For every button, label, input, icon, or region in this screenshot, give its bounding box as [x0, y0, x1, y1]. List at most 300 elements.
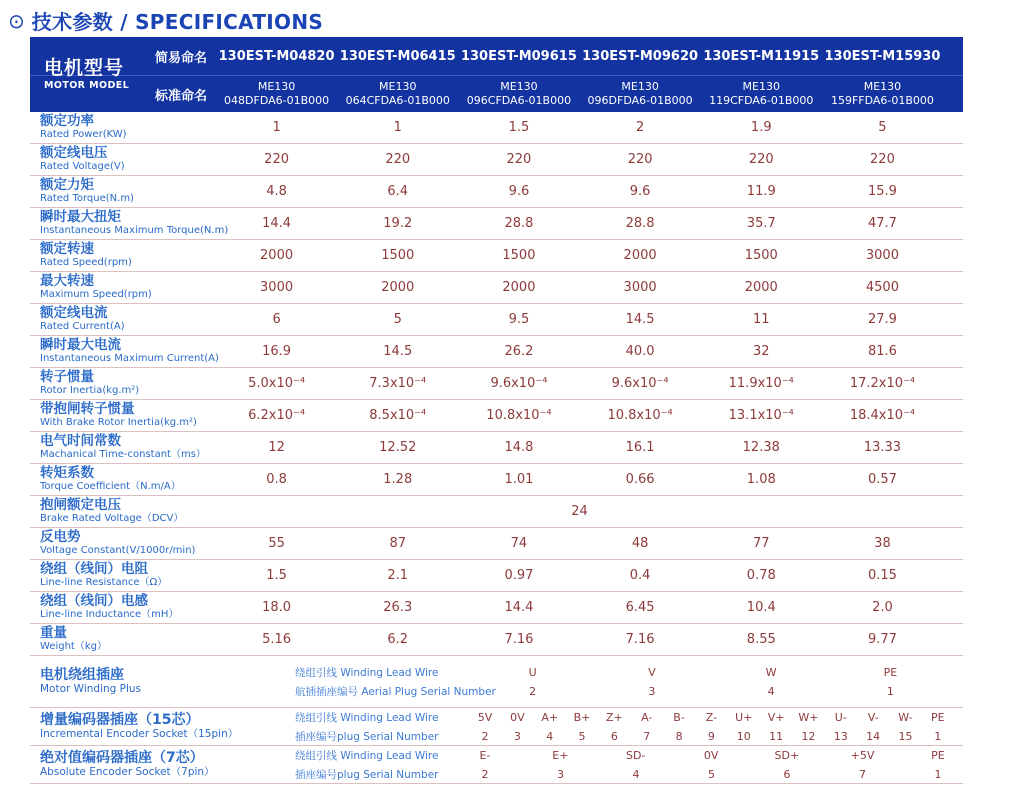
spec-value: 0.78 [746, 568, 776, 583]
spec-value: 0.8 [266, 472, 287, 487]
spec-row [30, 272, 963, 304]
spec-row [30, 112, 963, 144]
spec-row-label-en: Maximum Speed(rpm) [40, 289, 152, 301]
spec-value: 9.77 [867, 632, 897, 647]
spec-value: 11.9x10⁻⁴ [728, 376, 794, 391]
pin-name: PE [931, 710, 945, 724]
socket-pin-table [295, 748, 963, 782]
pin-number: 10 [736, 729, 751, 743]
spec-row-label [30, 594, 216, 622]
pin-name: PE [931, 748, 945, 762]
model-standard-name [580, 80, 701, 109]
spec-value: 17.2x10⁻⁴ [849, 376, 916, 391]
spec-value: 32 [753, 344, 770, 359]
socket-row [30, 708, 963, 746]
spec-row [30, 400, 963, 432]
spec-value: 5 [878, 120, 887, 135]
socket-row [30, 746, 963, 784]
spec-row-label [30, 242, 216, 270]
spec-row-label [30, 114, 216, 142]
spec-row-label-en: Instantaneous Maximum Torque(N.m) [40, 225, 229, 237]
spec-value: 1.28 [383, 472, 413, 487]
model-standard-name-line2: 096CFDA6-01B000 [466, 94, 572, 107]
model-standard-name-line1: ME130 [379, 79, 417, 93]
spec-row-label-en: Machanical Time-constant（ms） [40, 449, 206, 461]
spec-value: 3000 [865, 248, 899, 263]
spec-rows-body [30, 112, 963, 656]
spec-value: 7.16 [504, 632, 534, 647]
spec-row-values [216, 184, 943, 199]
motor-model-label-en: MOTOR MODEL [44, 80, 130, 92]
spec-row-label-zh: 额定力矩 [40, 176, 94, 193]
spec-value: 19.2 [383, 216, 413, 231]
spec-row-values [216, 376, 943, 391]
socket-row [30, 656, 963, 708]
model-simple-name: 130EST-M09615 [460, 48, 577, 64]
spec-value: 1.9 [750, 120, 772, 135]
pin-name: A- [641, 710, 653, 724]
spec-value: 9.6 [629, 184, 651, 199]
pin-number: 6 [610, 729, 618, 743]
socket-row-label-en: Motor Winding Plus [40, 683, 142, 696]
pin-number: 1 [934, 767, 942, 781]
spec-value: 40.0 [625, 344, 655, 359]
spec-value: 0.57 [867, 472, 897, 487]
page-title-text: 技术参数 / SPECIFICATIONS [31, 10, 324, 34]
spec-row-label [30, 562, 216, 590]
socket-row-label-zh: 电机绕组插座 [40, 667, 124, 684]
pin-number: 8 [675, 729, 683, 743]
pin-number: 4 [632, 767, 640, 781]
spec-row-values [216, 504, 943, 519]
spec-value: 13.1x10⁻⁴ [728, 408, 794, 423]
spec-row-label [30, 370, 216, 398]
spec-value: 14.4 [504, 600, 534, 615]
spec-value: 1500 [502, 248, 536, 263]
pin-number: 3 [648, 684, 656, 698]
motor-model-label-zh: 电机型号 [44, 56, 125, 79]
pin-name: U [528, 665, 537, 679]
spec-value: 2000 [744, 280, 778, 295]
spec-row-values [216, 600, 943, 615]
spec-row-label-zh: 绕组（线间）电感 [40, 592, 148, 609]
spec-value: 1.5 [266, 568, 287, 583]
spec-row-label-zh: 额定线电压 [40, 144, 108, 161]
spec-row [30, 528, 963, 560]
spec-row-values [216, 472, 943, 487]
standard-name-columns [216, 80, 943, 109]
spec-row-label-en: Rated Speed(rpm) [40, 257, 132, 269]
spec-value: 28.8 [504, 216, 534, 231]
pin-names-row [473, 666, 950, 679]
pin-name: 5V [477, 710, 493, 724]
pin-name: SD+ [774, 748, 800, 762]
pin-number: 2 [529, 684, 537, 698]
spec-value: 7.16 [625, 632, 655, 647]
spec-value: 6.4 [387, 184, 409, 199]
spec-row-label-en: Torque Coefficient（N.m/A） [40, 481, 181, 493]
spec-value: 47.7 [867, 216, 897, 231]
pin-number: 1 [934, 729, 942, 743]
spec-value: 9.6x10⁻⁴ [611, 376, 669, 391]
spec-row-label-zh: 转子惯量 [40, 368, 94, 385]
spec-row-label-zh: 额定线电流 [40, 304, 108, 321]
spec-value: 15.9 [867, 184, 897, 199]
socket-pin-table [295, 710, 963, 744]
spec-row-label-en: Brake Rated Voltage（DCV） [40, 513, 184, 525]
model-simple-name: 130EST-M15930 [824, 48, 941, 64]
spec-value: 9.5 [508, 312, 530, 327]
pin-numbers-row [473, 730, 950, 743]
table-header [30, 37, 963, 112]
spec-value: 77 [753, 536, 770, 551]
spec-row [30, 336, 963, 368]
spec-value: 12.38 [742, 440, 780, 455]
serial-number-label: 插座编号plug Serial Number [295, 768, 439, 781]
socket-row-label [30, 667, 295, 696]
serial-number-label: 插座编号plug Serial Number [295, 730, 439, 743]
spec-row-label [30, 306, 216, 334]
spec-row-label [30, 208, 229, 238]
spec-row [30, 560, 963, 592]
spec-value: 28.8 [625, 216, 655, 231]
socket-rows-body [30, 656, 963, 784]
spec-value: 87 [389, 536, 407, 551]
pin-number: 6 [783, 767, 791, 781]
pin-name: Z- [705, 710, 718, 724]
spec-row-values [216, 280, 943, 295]
lead-wire-label: 绕组引线 Winding Lead Wire [295, 749, 439, 762]
pin-name: PE [883, 665, 898, 679]
pin-name: V [648, 665, 656, 679]
pin-name: 0V [703, 748, 719, 762]
spec-row-label-zh: 额定转速 [40, 240, 94, 257]
pin-number: 7 [643, 729, 651, 743]
pin-number: 5 [708, 767, 715, 781]
spec-value: 1.5 [508, 120, 530, 135]
spec-value: 8.55 [746, 632, 776, 647]
spec-value: 0.15 [867, 568, 897, 583]
spec-row-label-en: Rated Power(KW) [40, 129, 127, 141]
spec-row-label-en: Rated Current(A) [40, 321, 125, 333]
spec-value: 26.3 [383, 600, 413, 615]
model-standard-name-line1: ME130 [621, 79, 659, 93]
spec-row-label-zh: 瞬时最大电流 [40, 336, 121, 353]
spec-value: 2000 [260, 248, 294, 263]
spec-value: 14.4 [262, 216, 292, 231]
spec-value: 18.4x10⁻⁴ [849, 408, 916, 423]
spec-row [30, 208, 963, 240]
pin-number: 9 [707, 729, 715, 743]
spec-value: 6.45 [625, 600, 655, 615]
pin-name: E- [479, 748, 491, 762]
spec-row-label-en: With Brake Rotor Inertia(kg.m²) [40, 417, 197, 429]
motor-model-header-cell [30, 37, 155, 112]
model-standard-name [337, 80, 458, 109]
socket-row-label-zh: 绝对值编码器插座（7芯） [40, 750, 204, 767]
spec-row-label-en: Rated Voltage(V) [40, 161, 125, 173]
socket-line-names [295, 665, 963, 680]
spec-value: 12 [268, 440, 285, 455]
pin-name: U- [834, 710, 847, 724]
pin-name: V- [867, 710, 879, 724]
spec-row-values [216, 344, 943, 359]
socket-line-numbers [295, 729, 963, 744]
spec-value: 5.16 [262, 632, 292, 647]
page-title [8, 6, 323, 35]
pin-number: 2 [481, 767, 489, 781]
spec-value: 48 [631, 536, 649, 551]
spec-row-values [216, 312, 943, 327]
pin-number: 7 [859, 767, 866, 781]
spec-row [30, 592, 963, 624]
standard-name-label: 标准命名 [155, 88, 208, 104]
socket-row-label-en: Incremental Encoder Socket（15pin） [40, 728, 239, 741]
spec-row [30, 368, 963, 400]
spec-row-label [30, 626, 216, 654]
spec-value: 2000 [381, 280, 415, 295]
spec-value: 2.1 [387, 568, 409, 583]
pin-number: 15 [898, 729, 913, 743]
model-standard-name-line2: 048DFDA6-01B000 [224, 94, 330, 107]
model-standard-name [458, 80, 579, 109]
pin-name: A+ [541, 710, 559, 724]
spec-row-label-zh: 电气时间常数 [40, 432, 121, 449]
spec-value: 0.97 [504, 568, 534, 583]
pin-name: 0V [510, 710, 525, 724]
header-standard-name-row [155, 76, 943, 112]
spec-value: 4.8 [266, 184, 287, 199]
spec-row-values [216, 632, 943, 647]
spec-row-label-en: Line-line Resistance（Ω） [40, 577, 168, 589]
spec-value: 24 [571, 504, 588, 519]
spec-row-values [216, 120, 943, 135]
spec-row-label [30, 336, 219, 366]
spec-row-values [216, 536, 943, 551]
spec-value: 220 [748, 152, 774, 167]
spec-value: 5 [393, 312, 402, 327]
spec-value: 1500 [381, 248, 415, 263]
spec-value: 11 [753, 312, 770, 327]
model-standard-name-line2: 159FFDA6-01B000 [830, 94, 934, 107]
socket-pin-table [295, 665, 963, 699]
pin-name: E+ [552, 748, 569, 762]
model-standard-name [822, 80, 943, 109]
spec-value: 3000 [260, 280, 294, 295]
spec-row-label [30, 146, 216, 174]
spec-row-label-zh: 绕组（线间）电阻 [40, 560, 148, 577]
spec-value: 4500 [865, 280, 899, 295]
spec-row-label-en: Weight（kg） [40, 641, 107, 653]
spec-value: 1.01 [504, 472, 534, 487]
spec-value: 27.9 [867, 312, 897, 327]
model-standard-name-line2: 119CFDA6-01B000 [709, 94, 814, 107]
spec-value: 220 [264, 152, 289, 167]
spec-value: 38 [874, 536, 891, 551]
spec-row [30, 144, 963, 176]
spec-value: 220 [870, 152, 895, 167]
header-simple-name-row [155, 37, 943, 75]
pin-name: W [765, 665, 777, 679]
spec-value: 6 [272, 312, 281, 327]
spec-row-label-zh: 抱闸额定电压 [40, 496, 121, 513]
spec-row-label-zh: 转矩系数 [40, 464, 94, 481]
model-standard-name-line2: 096DFDA6-01B000 [587, 94, 693, 107]
spec-row-label [30, 178, 216, 206]
spec-value: 14.5 [625, 312, 655, 327]
spec-value: 11.9 [746, 184, 776, 199]
spec-value: 74 [510, 536, 528, 551]
spec-value: 2000 [502, 280, 536, 295]
spec-row-label-zh: 额定功率 [40, 112, 94, 129]
spec-row-label-en: Rotor Inertia(kg.m²) [40, 385, 140, 397]
spec-value: 1.08 [746, 472, 776, 487]
spec-row-label-zh: 瞬时最大扭矩 [40, 208, 121, 225]
spec-value: 5.0x10⁻⁴ [248, 376, 306, 391]
pin-number: 14 [866, 729, 881, 743]
spec-row-label-zh: 反电势 [40, 528, 81, 545]
spec-value: 13.33 [863, 440, 902, 455]
spec-row-values [216, 408, 943, 423]
socket-row-label [30, 750, 295, 779]
spec-row [30, 496, 963, 528]
spec-row [30, 176, 963, 208]
spec-row-label-zh: 重量 [40, 624, 67, 641]
spec-value: 3000 [623, 280, 657, 295]
spec-value: 16.9 [262, 344, 292, 359]
spec-value: 14.8 [504, 440, 534, 455]
spec-row-values [216, 152, 943, 167]
pin-number: 4 [767, 684, 775, 698]
spec-value: 1500 [744, 248, 778, 263]
pin-number: 1 [886, 684, 894, 698]
lead-wire-label: 绕组引线 Winding Lead Wire [295, 711, 439, 724]
simple-name-label: 简易命名 [155, 50, 208, 66]
model-standard-name-line1: ME130 [863, 79, 902, 93]
pin-number: 11 [769, 729, 784, 743]
pin-name: U+ [735, 710, 753, 724]
model-simple-name: 130EST-M06415 [339, 48, 456, 64]
spec-value: 2.0 [872, 600, 893, 615]
spec-value: 10.4 [746, 600, 776, 615]
model-simple-name: 130EST-M11915 [703, 48, 820, 64]
spec-row-label-en: Line-line Inductance（mH） [40, 609, 179, 621]
spec-value: 6.2x10⁻⁴ [248, 408, 306, 423]
socket-row-label [30, 712, 295, 741]
spec-value: 9.6 [508, 184, 530, 199]
specifications-table [30, 37, 963, 784]
model-standard-name-line1: ME130 [500, 79, 538, 93]
spec-value: 220 [627, 152, 653, 167]
pin-name: V+ [767, 710, 785, 724]
model-standard-name [701, 80, 822, 109]
spec-value: 6.2 [387, 632, 409, 647]
spec-value: 9.6x10⁻⁴ [490, 376, 548, 391]
spec-value: 220 [385, 152, 411, 167]
socket-row-label-en: Absolute Encoder Socket（7pin） [40, 766, 215, 779]
spec-row-label-en: Voltage Constant(V/1000r/min) [40, 545, 196, 557]
pin-name: B- [673, 710, 685, 724]
spec-row-label-en: Instantaneous Maximum Current(A) [40, 353, 219, 365]
spec-row-label-zh: 最大转速 [40, 272, 94, 289]
spec-value: 0.66 [625, 472, 655, 487]
model-simple-name: 130EST-M04820 [218, 48, 335, 64]
serial-number-label: 航插插座编号 Aerial Plug Serial Number [295, 685, 496, 698]
spec-row-label [30, 274, 216, 302]
spec-row [30, 624, 963, 656]
pin-names-row [473, 711, 950, 724]
spec-value: 0.4 [629, 568, 651, 583]
spec-row [30, 304, 963, 336]
pin-number: 2 [481, 729, 489, 743]
pin-name: B+ [573, 710, 591, 724]
spec-value: 220 [506, 152, 532, 167]
spec-value: 12.52 [379, 440, 417, 455]
model-standard-name-line1: ME130 [742, 79, 780, 93]
spec-value: 35.7 [746, 216, 776, 231]
spec-value: 16.1 [625, 440, 655, 455]
socket-line-names [295, 748, 963, 763]
lead-wire-label: 绕组引线 Winding Lead Wire [295, 666, 439, 679]
pin-number: 5 [578, 729, 586, 743]
pin-name: SD- [626, 748, 646, 762]
model-standard-name-line2: 064CFDA6-01B000 [345, 94, 450, 107]
pin-number: 3 [557, 767, 564, 781]
socket-line-numbers [295, 767, 963, 782]
pin-number: 13 [833, 729, 848, 743]
spec-row-label [30, 530, 216, 558]
socket-line-numbers [295, 684, 963, 699]
model-standard-name-line1: ME130 [257, 79, 296, 93]
simple-name-columns [216, 49, 943, 64]
spec-row-label-zh: 带抱闸转子惯量 [40, 400, 135, 417]
spec-value: 2 [635, 120, 645, 135]
spec-value: 10.8x10⁻⁴ [486, 408, 552, 423]
spec-row [30, 432, 963, 464]
spec-value: 81.6 [867, 344, 897, 359]
circle-dot-icon: ⊙ [8, 8, 25, 33]
spec-value: 1 [393, 120, 402, 135]
pin-name: W+ [798, 710, 819, 724]
spec-row-values [216, 440, 943, 455]
spec-value: 26.2 [504, 344, 534, 359]
spec-row-label [30, 402, 216, 430]
spec-value: 8.5x10⁻⁴ [369, 408, 427, 423]
spec-row [30, 240, 963, 272]
pin-number: 3 [513, 729, 521, 743]
spec-value: 2000 [623, 248, 657, 263]
spec-row-values [216, 216, 943, 231]
pin-number: 4 [546, 729, 554, 743]
model-simple-name: 130EST-M09620 [582, 48, 699, 64]
socket-row-label-zh: 增量编码器插座（15芯） [40, 712, 200, 729]
pin-name: Z+ [605, 710, 623, 724]
spec-value: 18.0 [262, 600, 292, 615]
spec-row-label-en: Rated Torque(N.m) [40, 193, 134, 205]
pin-name: +5V [850, 748, 875, 762]
spec-value: 10.8x10⁻⁴ [607, 408, 673, 423]
pin-numbers-row [473, 768, 950, 781]
spec-row-label [30, 466, 216, 494]
spec-row-label [30, 498, 216, 526]
spec-value: 55 [268, 536, 285, 551]
spec-value: 7.3x10⁻⁴ [369, 376, 427, 391]
pin-name: W- [898, 710, 913, 724]
spec-row-values [216, 248, 943, 263]
model-standard-name [216, 80, 337, 109]
socket-line-names [295, 710, 963, 725]
pin-numbers-row [473, 685, 950, 698]
